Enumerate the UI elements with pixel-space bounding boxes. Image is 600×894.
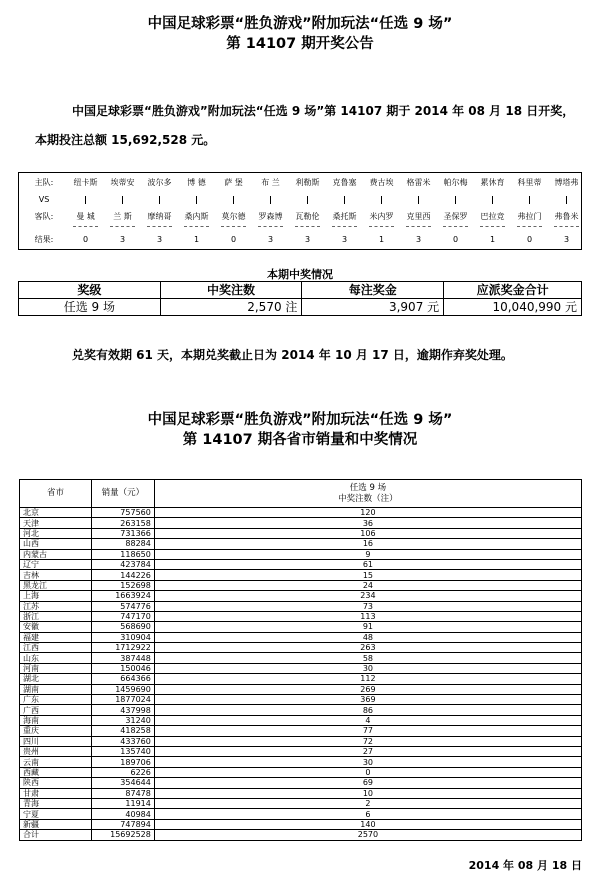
- vs-divider: [178, 196, 215, 204]
- province-row: [20, 653, 582, 663]
- province-sales: 1459690: [91, 684, 154, 694]
- province-winners: 91: [154, 622, 581, 632]
- province-name: 青海: [20, 798, 92, 808]
- away-team: 莫尔德: [221, 212, 246, 221]
- away-team: 曼 城: [76, 212, 95, 221]
- away-team: 桑内斯: [184, 212, 209, 221]
- province-winners: 106: [154, 528, 581, 538]
- province-sales: 11914: [91, 798, 154, 808]
- footer-date: 2014 年 08 月 18 日: [468, 859, 582, 872]
- validity-notice: 兑奖有效期 61 天，本期兑奖截止日为 2014 年 10 月 17 日，逾期作弃奖处理。: [72, 348, 513, 362]
- vs-divider: [252, 196, 289, 204]
- province-row: [20, 580, 582, 590]
- province-winners: 16: [154, 539, 581, 549]
- province-sales: 310904: [91, 632, 154, 642]
- province-name: 浙江: [20, 611, 92, 621]
- away-team: 圣保罗: [443, 212, 468, 221]
- prize-header-level: 奖级: [19, 282, 161, 299]
- home-team-row: [19, 176, 581, 189]
- home-team: 累休育: [480, 178, 505, 187]
- province-winners: 27: [154, 746, 581, 756]
- province-winners: 77: [154, 726, 581, 736]
- winners-header-game: 任选 9 场: [349, 482, 387, 493]
- province-sales: 423784: [91, 559, 154, 569]
- province-sales: 418258: [91, 726, 154, 736]
- province-winners: 234: [154, 591, 581, 601]
- province-winners: 140: [154, 819, 581, 829]
- home-team: 博塔弗: [554, 178, 579, 187]
- prize-header-count: 中奖注数: [160, 282, 302, 299]
- match-result: 1: [489, 235, 496, 244]
- section2-title: 中国足球彩票“胜负游戏”附加玩法“任选 9 场”: [147, 412, 453, 428]
- province-winners: 269: [154, 684, 581, 694]
- province-row: [20, 591, 582, 601]
- province-name: 陕西: [20, 778, 92, 788]
- away-label: 客队:: [34, 212, 54, 221]
- home-team: 纽卡斯: [73, 178, 98, 187]
- province-sales: 437998: [91, 705, 154, 715]
- match-result: 0: [230, 235, 237, 244]
- province-sales: 1663924: [91, 591, 154, 601]
- province-row: [20, 757, 582, 767]
- province-name: 广西: [20, 705, 92, 715]
- province-sales: 354644: [91, 778, 154, 788]
- away-team: 巴拉竞: [480, 212, 505, 221]
- province-name: 合计: [20, 830, 92, 840]
- province-name: 内蒙古: [20, 549, 92, 559]
- match-result: 3: [267, 235, 274, 244]
- match-result: 1: [193, 235, 200, 244]
- province-winners: 69: [154, 778, 581, 788]
- vs-divider: [437, 196, 474, 204]
- province-row: [20, 508, 582, 518]
- province-row: [20, 549, 582, 559]
- match-result: 0: [82, 235, 89, 244]
- province-row: [20, 778, 582, 788]
- province-winners: 0: [154, 767, 581, 777]
- province-row: [20, 736, 582, 746]
- province-row: [20, 570, 582, 580]
- province-name: 山西: [20, 539, 92, 549]
- province-sales: 88284: [91, 539, 154, 549]
- province-name: 黑龙江: [20, 580, 92, 590]
- home-team: 格雷米: [406, 178, 431, 187]
- province-name: 西藏: [20, 767, 92, 777]
- province-winners: 2: [154, 798, 581, 808]
- match-result: 3: [563, 235, 570, 244]
- home-team: 克鲁塞: [332, 178, 357, 187]
- home-team: 埃蒂安: [110, 178, 135, 187]
- away-team: 弗拉门: [517, 212, 542, 221]
- province-sales: 15692528: [91, 830, 154, 840]
- province-winners: 36: [154, 518, 581, 528]
- home-label: 主队:: [34, 178, 54, 187]
- province-sales: 664366: [91, 674, 154, 684]
- province-table: [19, 479, 582, 841]
- province-sales: 31240: [91, 715, 154, 725]
- prize-header-per-bet: 每注奖金: [302, 282, 444, 299]
- total-bet-amount: 本期投注总额 15,692,528 元。: [35, 133, 216, 147]
- province-row: [20, 663, 582, 673]
- province-winners: 4: [154, 715, 581, 725]
- province-row: [20, 559, 582, 569]
- home-team: 费古埃: [369, 178, 394, 187]
- province-name: 重庆: [20, 726, 92, 736]
- province-row: [20, 611, 582, 621]
- province-row: [20, 788, 582, 798]
- province-row: [20, 539, 582, 549]
- province-winners: 30: [154, 757, 581, 767]
- home-team: 利勒斯: [295, 178, 320, 187]
- province-sales: 144226: [91, 570, 154, 580]
- province-row: [20, 715, 582, 725]
- province-sales: 118650: [91, 549, 154, 559]
- province-name: 云南: [20, 757, 92, 767]
- province-winners: 10: [154, 788, 581, 798]
- province-winners: 24: [154, 580, 581, 590]
- vs-divider: [400, 196, 437, 204]
- province-header-row: [20, 480, 582, 508]
- province-winners: 2570: [154, 830, 581, 840]
- province-sales: 135740: [91, 746, 154, 756]
- prize-winning-count: 2,570 注: [160, 299, 302, 316]
- province-name: 江西: [20, 643, 92, 653]
- home-team: 波尔多: [147, 178, 172, 187]
- away-team: 摩纳哥: [147, 212, 172, 221]
- home-team: 萨 堡: [224, 178, 243, 187]
- province-sales: 387448: [91, 653, 154, 663]
- province-row: [20, 819, 582, 829]
- result-label: 结果:: [34, 235, 54, 244]
- separator-row: [19, 220, 581, 233]
- province-sales: 152698: [91, 580, 154, 590]
- province-row: [20, 528, 582, 538]
- province-row: [20, 601, 582, 611]
- province-row: [20, 632, 582, 642]
- home-team: 博 德: [187, 178, 206, 187]
- away-team: 米内罗: [369, 212, 394, 221]
- province-winners: 86: [154, 705, 581, 715]
- province-sales: 731366: [91, 528, 154, 538]
- prize-section-title: 本期中奖情况: [267, 268, 333, 281]
- vs-label: VS: [38, 195, 50, 204]
- province-winners: 369: [154, 695, 581, 705]
- prize-header-total: 应派奖金合计: [444, 282, 582, 299]
- vs-divider: [548, 196, 585, 204]
- sales-header: 销量（元）: [91, 480, 154, 508]
- province-sales: 574776: [91, 601, 154, 611]
- province-name: 北京: [20, 508, 92, 518]
- province-row: [20, 643, 582, 653]
- province-name: 天津: [20, 518, 92, 528]
- province-winners: 48: [154, 632, 581, 642]
- province-sales: 189706: [91, 757, 154, 767]
- home-team: 科里蒂: [517, 178, 542, 187]
- province-sales: 1712922: [91, 643, 154, 653]
- province-name: 四川: [20, 736, 92, 746]
- home-team: 布 兰: [261, 178, 280, 187]
- province-sales: 150046: [91, 663, 154, 673]
- province-name: 吉林: [20, 570, 92, 580]
- province-name: 江苏: [20, 601, 92, 611]
- province-row: [20, 705, 582, 715]
- province-row: [20, 674, 582, 684]
- province-winners: 9: [154, 549, 581, 559]
- province-winners: 72: [154, 736, 581, 746]
- province-winners: 113: [154, 611, 581, 621]
- province-row: [20, 830, 582, 840]
- province-row: [20, 746, 582, 756]
- province-sales: 263158: [91, 518, 154, 528]
- province-sales: 568690: [91, 622, 154, 632]
- province-winners: 61: [154, 559, 581, 569]
- province-name: 河北: [20, 528, 92, 538]
- province-sales: 1877024: [91, 695, 154, 705]
- prize-header-row: [19, 282, 582, 299]
- province-name: 安徽: [20, 622, 92, 632]
- province-winners: 15: [154, 570, 581, 580]
- province-winners: 120: [154, 508, 581, 518]
- match-result: 0: [526, 235, 533, 244]
- vs-divider: [326, 196, 363, 204]
- province-name: 湖北: [20, 674, 92, 684]
- prize-total: 10,040,990 元: [444, 299, 582, 316]
- vs-divider: [67, 196, 104, 204]
- away-team: 瓦勒伦: [295, 212, 320, 221]
- province-row: [20, 622, 582, 632]
- province-name: 福建: [20, 632, 92, 642]
- result-row: [19, 233, 581, 246]
- prize-row: [19, 299, 582, 316]
- province-row: [20, 518, 582, 528]
- section2-subtitle: 第 14107 期各省市销量和中奖情况: [182, 432, 418, 448]
- matches-table: [18, 172, 582, 250]
- match-result: 0: [452, 235, 459, 244]
- announcement-line-1: 中国足球彩票“胜负游戏”附加玩法“任选 9 场”第 14107 期于 2014 年 08 月 18 日开奖，: [72, 104, 575, 118]
- away-team: 克里西: [406, 212, 431, 221]
- vs-divider: [363, 196, 400, 204]
- away-team: 桑托斯: [332, 212, 357, 221]
- province-winners: 6: [154, 809, 581, 819]
- home-team: 帕尔梅: [443, 178, 468, 187]
- province-name: 甘肃: [20, 788, 92, 798]
- vs-divider: [511, 196, 548, 204]
- away-team: 弗鲁米: [554, 212, 579, 221]
- province-name: 上海: [20, 591, 92, 601]
- province-winners: 73: [154, 601, 581, 611]
- province-name: 湖南: [20, 684, 92, 694]
- province-winners: 58: [154, 653, 581, 663]
- vs-divider: [141, 196, 178, 204]
- match-result: 3: [304, 235, 311, 244]
- province-sales: 6226: [91, 767, 154, 777]
- vs-divider: [104, 196, 141, 204]
- province-winners: 30: [154, 663, 581, 673]
- province-name: 宁夏: [20, 809, 92, 819]
- province-name: 贵州: [20, 746, 92, 756]
- province-name: 广东: [20, 695, 92, 705]
- province-row: [20, 684, 582, 694]
- prize-level: 任选 9 场: [19, 299, 161, 316]
- away-team: 罗森博: [258, 212, 283, 221]
- province-row: [20, 798, 582, 808]
- province-sales: 40984: [91, 809, 154, 819]
- match-result: 3: [156, 235, 163, 244]
- match-result: 3: [415, 235, 422, 244]
- prize-per-bet: 3,907 元: [302, 299, 444, 316]
- province-name: 海南: [20, 715, 92, 725]
- province-sales: 757560: [91, 508, 154, 518]
- winners-header: [154, 480, 581, 508]
- issue-title: 第 14107 期开奖公告: [226, 36, 374, 52]
- province-name: 新疆: [20, 819, 92, 829]
- province-sales: 747170: [91, 611, 154, 621]
- province-name: 河南: [20, 663, 92, 673]
- winners-header-count: 中奖注数（注）: [338, 493, 398, 504]
- vs-divider: [215, 196, 252, 204]
- province-header: 省市: [20, 480, 92, 508]
- province-row: [20, 695, 582, 705]
- province-row: [20, 726, 582, 736]
- match-result: 3: [119, 235, 126, 244]
- province-winners: 112: [154, 674, 581, 684]
- match-result: 3: [341, 235, 348, 244]
- vs-row: [19, 193, 581, 206]
- away-team: 兰 斯: [113, 212, 132, 221]
- province-row: [20, 767, 582, 777]
- province-row: [20, 809, 582, 819]
- province-sales: 747894: [91, 819, 154, 829]
- province-winners: 263: [154, 643, 581, 653]
- province-sales: 433760: [91, 736, 154, 746]
- province-name: 山东: [20, 653, 92, 663]
- province-sales: 87478: [91, 788, 154, 798]
- match-result: 1: [378, 235, 385, 244]
- prize-table: [18, 281, 582, 316]
- province-name: 辽宁: [20, 559, 92, 569]
- vs-divider: [289, 196, 326, 204]
- vs-divider: [474, 196, 511, 204]
- announcement-title: 中国足球彩票“胜负游戏”附加玩法“任选 9 场”: [147, 16, 453, 32]
